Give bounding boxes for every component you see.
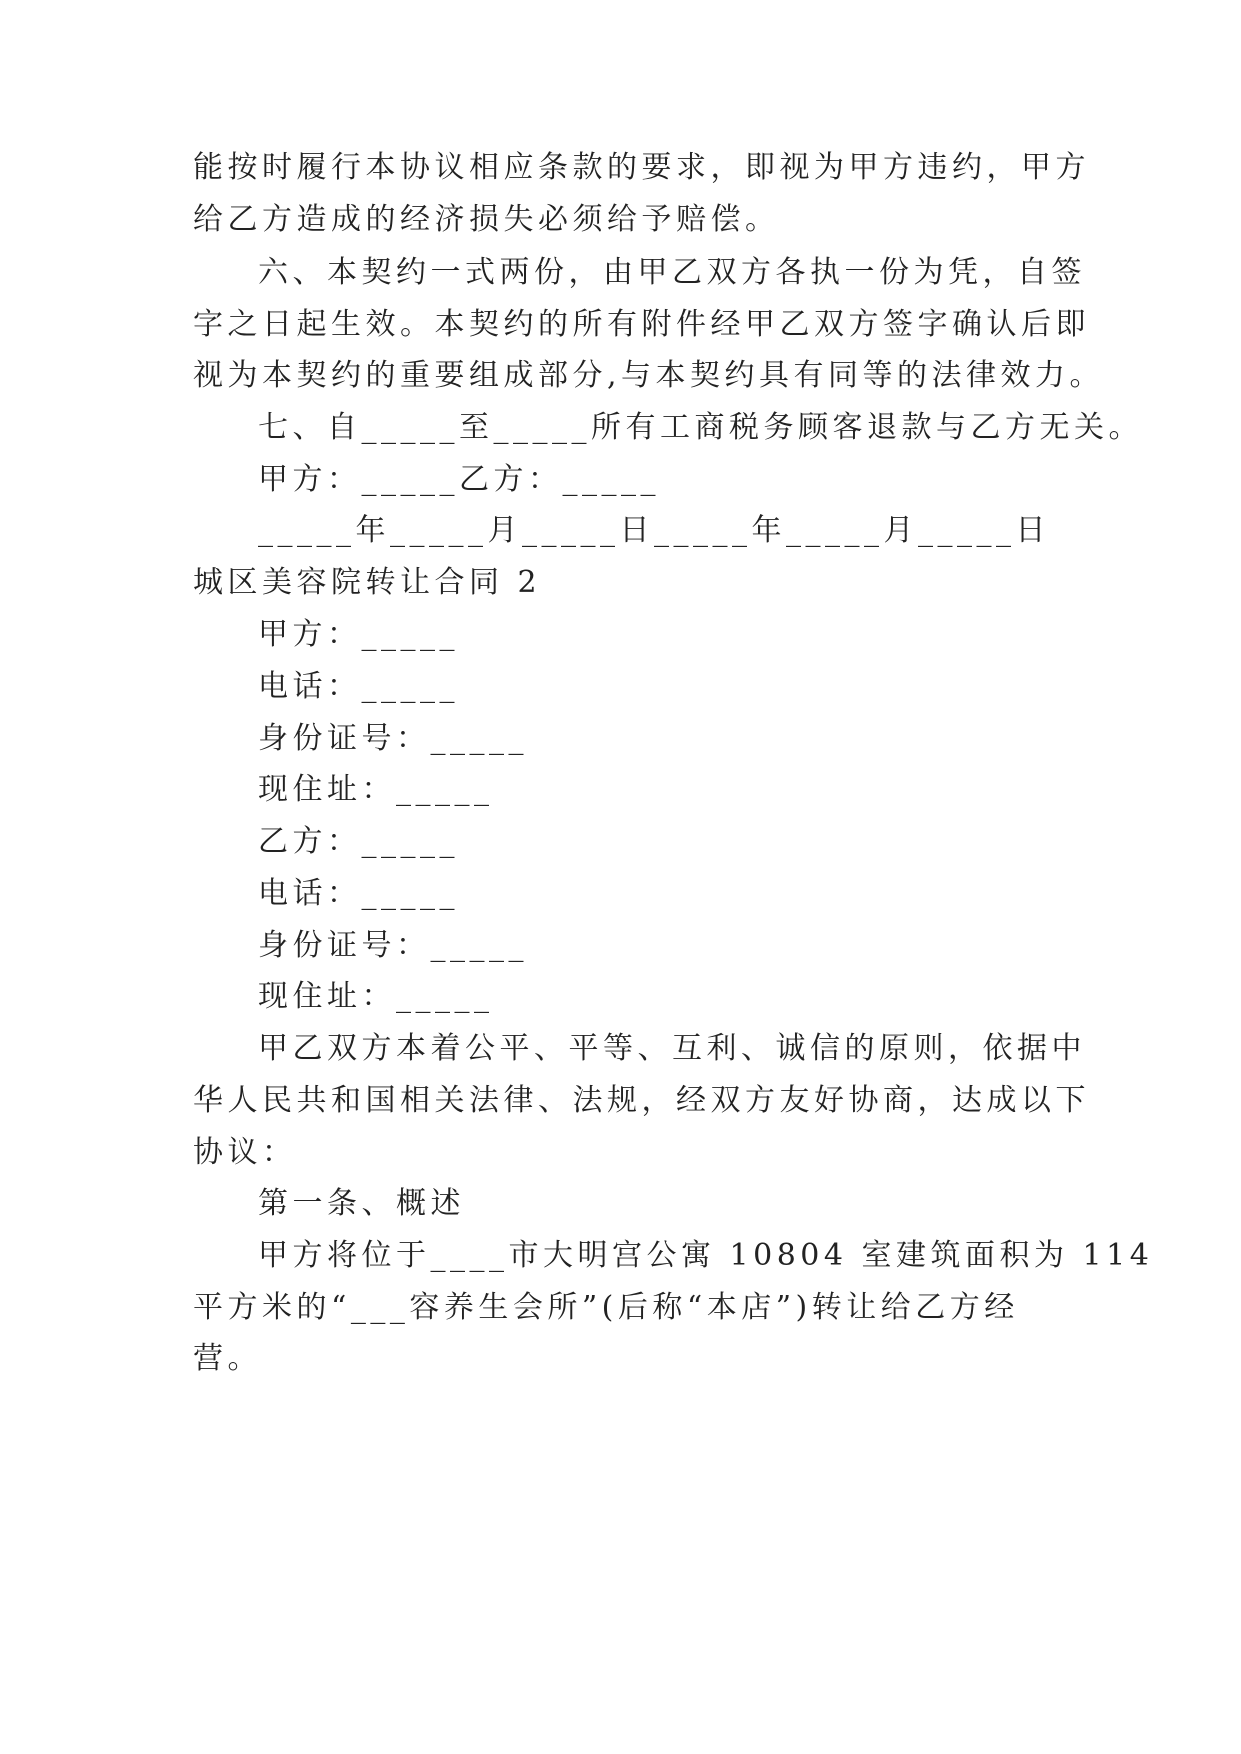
party-b-phone-field: 电话：_____ [258, 876, 459, 911]
party-a-field: 甲方：_____ [258, 617, 459, 652]
body-text-line: 营。 [193, 1341, 262, 1376]
body-text-line: 华人民共和国相关法律、法规，经双方友好协商，达成以下 [193, 1083, 1090, 1118]
preamble-line: 甲乙双方本着公平、平等、互利、诚信的原则，依据中 [258, 1031, 1086, 1066]
clause-six-line: 六、本契约一式两份，由甲乙双方各执一份为凭，自签 [258, 255, 1086, 290]
body-text-line: 字之日起生效。本契约的所有附件经甲乙双方签字确认后即 [193, 307, 1090, 342]
clause-seven-line: 七、自_____至_____所有工商税务顾客退款与乙方无关。 [258, 410, 1143, 445]
body-text-line: 给乙方造成的经济损失必须给予赔偿。 [193, 202, 780, 237]
party-a-address-field: 现住址：_____ [258, 772, 494, 807]
party-a-phone-field: 电话：_____ [258, 669, 459, 704]
party-a-id-field: 身份证号：_____ [258, 721, 528, 756]
party-b-address-field: 现住址：_____ [258, 979, 494, 1014]
body-text-line: 协议： [193, 1135, 297, 1170]
contract-title: 城区美容院转让合同 2 [193, 565, 542, 600]
body-text-line: 能按时履行本协议相应条款的要求，即视为甲方违约，甲方 [193, 150, 1090, 185]
body-text-line: 视为本契约的重要组成部分,与本契约具有同等的法律效力。 [193, 358, 1105, 393]
party-b-id-field: 身份证号：_____ [258, 928, 528, 963]
party-b-field: 乙方：_____ [258, 824, 459, 859]
body-text-line: 平方米的“___容养生会所”(后称“本店”)转让给乙方经 [193, 1290, 1019, 1325]
article-one-text: 甲方将位于____市大明宫公寓 10804 室建筑面积为 114 [258, 1238, 1154, 1273]
article-one-heading: 第一条、概述 [258, 1186, 465, 1221]
signature-date-line: _____年_____月_____日_____年_____月_____日 [258, 513, 1050, 548]
signature-parties-line: 甲方：_____乙方：_____ [258, 462, 660, 497]
